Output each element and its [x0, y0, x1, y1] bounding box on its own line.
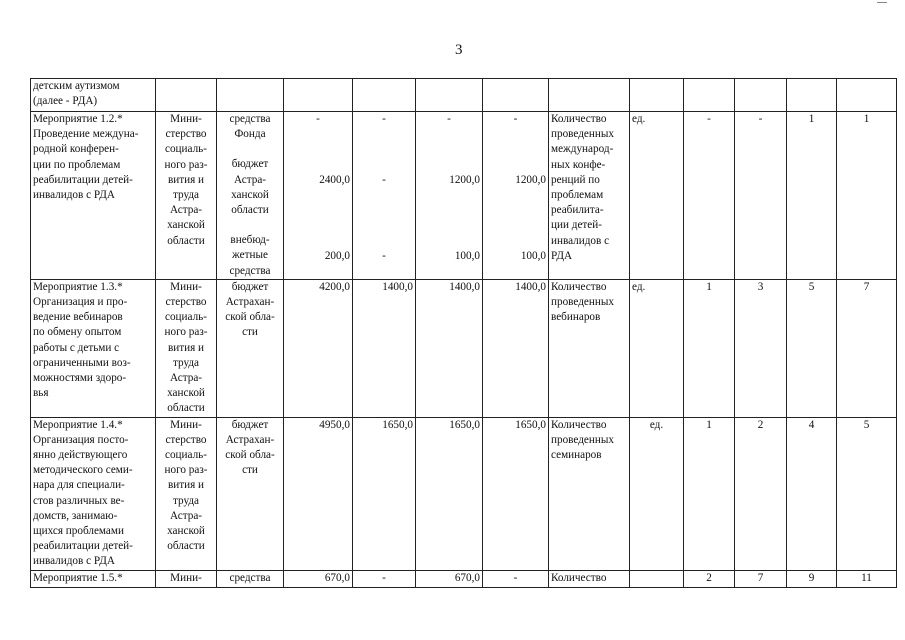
- table-row: [31, 417, 897, 570]
- value2-cell: 2: [735, 417, 787, 570]
- value1-cell: 1: [684, 417, 735, 570]
- value1-cell: -: [684, 112, 735, 280]
- year3-cell: 1400,0: [483, 279, 549, 417]
- source-cell: [217, 79, 284, 112]
- value2-cell: -: [735, 112, 787, 280]
- year1-cell: [353, 112, 416, 280]
- scan-mark: [877, 2, 887, 3]
- year3-cell: 1650,0: [483, 417, 549, 570]
- year2-cell: 1650,0: [416, 417, 483, 570]
- year3-cell: [483, 112, 549, 280]
- executor-cell: [156, 79, 217, 112]
- year1-fund: -: [382, 113, 386, 125]
- unit-cell: ед.: [630, 417, 684, 570]
- source-fund: средства Фонда: [229, 113, 271, 141]
- value1-cell: [684, 79, 735, 112]
- indicator-cell: Количество проведенных семинаров: [549, 417, 630, 570]
- unit-cell: ед.: [630, 279, 684, 417]
- year2-fund: -: [447, 113, 451, 125]
- measure-cell: Мероприятие 1.4.* Организация посто- янно действующего методического семи- нара для специали- стов различных ве- домств, занимаю- щихся проблемами реабилитации детей- инвалидов с РДА: [31, 417, 156, 570]
- total-cell: 4200,0: [284, 279, 353, 417]
- year2-cell: 1400,0: [416, 279, 483, 417]
- year2-cell: [416, 112, 483, 280]
- total-cell: 4950,0: [284, 417, 353, 570]
- year2-extra: 100,0: [454, 250, 480, 263]
- value1-cell: 2: [684, 570, 735, 587]
- year1-budget: -: [382, 174, 386, 187]
- value3-cell: 9: [787, 570, 837, 587]
- value2-cell: [735, 79, 787, 112]
- value4-cell: 11: [837, 570, 897, 587]
- value3-cell: [787, 79, 837, 112]
- source-cell: средства: [217, 570, 284, 587]
- indicator-cell: Количество: [549, 570, 630, 587]
- value4-cell: 5: [837, 417, 897, 570]
- page-number: 3: [455, 42, 463, 58]
- year1-cell: 1650,0: [353, 417, 416, 570]
- year1-extra: -: [382, 250, 386, 263]
- value3-cell: 5: [787, 279, 837, 417]
- source-extra: внебюд- жетные средства: [229, 234, 271, 277]
- source-budget: бюджет Астра- ханской области: [231, 158, 269, 217]
- year1-cell: [353, 79, 416, 112]
- unit-cell: [630, 79, 684, 112]
- indicator-cell: Количество проведенных вебинаров: [549, 279, 630, 417]
- source-cell: [217, 112, 284, 280]
- year3-budget: 1200,0: [515, 174, 546, 187]
- executor-cell: Мини- стерство социаль- ного раз- вития и труда Астра- ханской области: [156, 112, 217, 280]
- table-row: [31, 79, 897, 112]
- year3-extra: 100,0: [520, 250, 546, 263]
- source-cell: бюджет Астрахан- ской обла- сти: [217, 417, 284, 570]
- table-row: [31, 112, 897, 280]
- indicator-cell: [549, 79, 630, 112]
- unit-cell: [630, 570, 684, 587]
- source-cell: бюджет Астрахан- ской обла- сти: [217, 279, 284, 417]
- table-row: [31, 570, 897, 587]
- total-budget: 2400,0: [319, 174, 350, 187]
- table-row: [31, 279, 897, 417]
- year2-budget: 1200,0: [449, 174, 480, 187]
- total-extra: 200,0: [324, 250, 350, 263]
- executor-cell: Мини-: [156, 570, 217, 587]
- total-cell: [284, 79, 353, 112]
- value1-cell: 1: [684, 279, 735, 417]
- program-table: [30, 78, 897, 588]
- year3-cell: -: [483, 570, 549, 587]
- year1-cell: -: [353, 570, 416, 587]
- indicator-cell: Количество проведенных международ- ных конфе- ренций по проблемам реабилита- ции детей- инвалидов с РДА: [549, 112, 630, 280]
- value3-cell: 1: [787, 112, 837, 280]
- measure-cell: детским аутизмом (далее - РДА): [31, 79, 156, 112]
- year2-cell: 670,0: [416, 570, 483, 587]
- value4-cell: [837, 79, 897, 112]
- total-cell: [284, 112, 353, 280]
- value2-cell: 3: [735, 279, 787, 417]
- value4-cell: 7: [837, 279, 897, 417]
- year3-fund: -: [513, 113, 518, 125]
- measure-cell: Мероприятие 1.5.*: [31, 570, 156, 587]
- year1-cell: 1400,0: [353, 279, 416, 417]
- executor-cell: Мини- стерство социаль- ного раз- вития и труда Астра- ханской области: [156, 279, 217, 417]
- value2-cell: 7: [735, 570, 787, 587]
- value4-cell: 1: [837, 112, 897, 280]
- measure-cell: Мероприятие 1.2.* Проведение междуна- родной конферен- ции по проблемам реабилитации детей- инвалидов с РДА: [31, 112, 156, 280]
- value3-cell: 4: [787, 417, 837, 570]
- total-fund: -: [316, 113, 320, 125]
- total-cell: 670,0: [284, 570, 353, 587]
- year2-cell: [416, 79, 483, 112]
- measure-cell: Мероприятие 1.3.* Организация и про- ведение вебинаров по обмену опытом работы с детьми с ограниченными воз- можностями здоро- вья: [31, 279, 156, 417]
- unit-cell: ед.: [630, 112, 684, 280]
- year3-cell: [483, 79, 549, 112]
- executor-cell: Мини- стерство социаль- ного раз- вития и труда Астра- ханской области: [156, 417, 217, 570]
